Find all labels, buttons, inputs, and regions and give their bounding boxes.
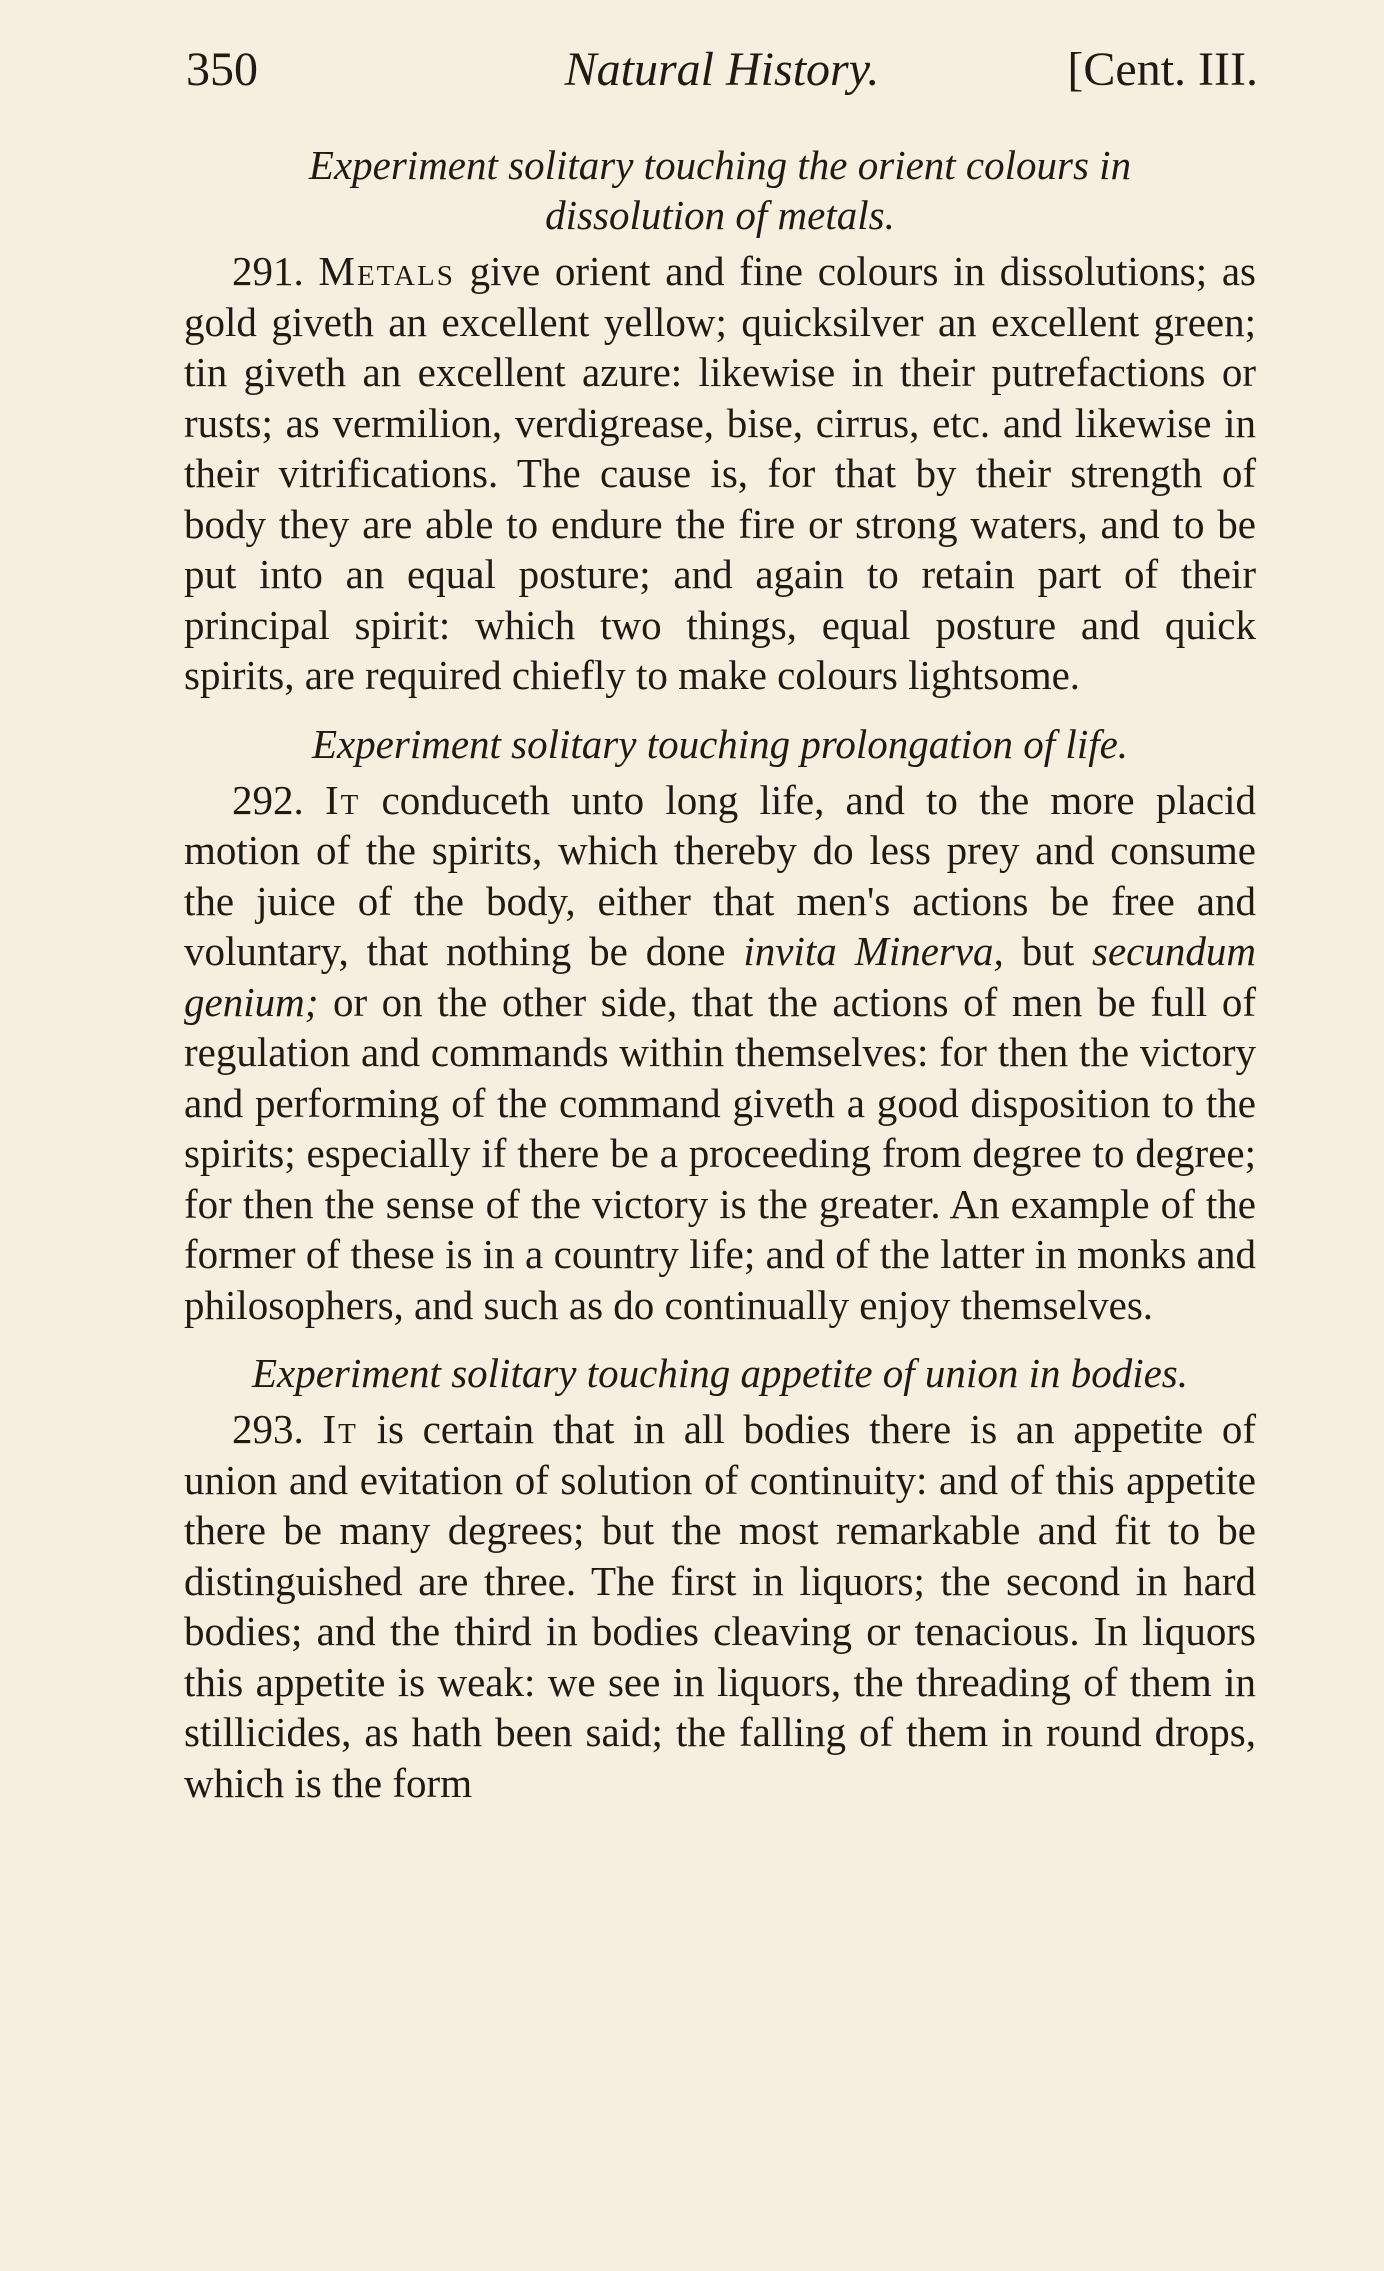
paragraph-text: give orient and fine colours in dissolutions; as gold giveth an excellent yellow; quicksilver an excellent green; tin giveth an excellent azure: likewise in their putrefactions or rusts; as vermilion, verdigrease, bise, cirrus, etc. and likewise in their vitrifications. The cause is, for that by their strength of body they are able to endure the fire or strong waters, and to be put into an equal posture; and again to retain part of their principal spirit: which two things, equal posture and quick spirits, are required chiefly to make colours lightsome. [184, 248, 1257, 698]
section-reference: [Cent. III. [1067, 43, 1258, 96]
paragraph-text: is certain that in all bodies there is an appetite of union and evitation of solution of continuity: and of this appetite there be many degrees; but the most remarkable and fit to be distinguished are three. The first in liquors; the second in hard bodies; and the third in bodies cleaving or tenacious. In liquors this appetite is weak: we see in liquors, the threading of them in stillicides, as hath been said; the falling of them in round drops, which is the form [184, 1406, 1256, 1806]
paragraph-text: or on the other side, that the actions of men be full of regulation and commands within themselves: for then the victory and performing of the command giveth a good disposition to the spirits; especially if there be a proceeding from degree to degree; for then the sense of the victory is the greater. An example of the former of these is in a country life; and of the latter in monks and philosophers, and such as do continually enjoy themselves. [184, 978, 1256, 1328]
section-heading: Experiment solitary touching appetite of union in bodies. [251, 1350, 1189, 1396]
lead-word: Metals [318, 248, 455, 294]
section-heading: Experiment solitary touching prolongation of life. [311, 720, 1129, 767]
paragraph-293 [184, 1404, 1256, 1808]
page-header [186, 40, 1258, 100]
latin-phrase: invita Minerva, [743, 928, 1004, 974]
running-title: Natural History. [564, 43, 880, 96]
paragraph-number: 291. [232, 248, 304, 294]
paragraph-text: conduceth unto long life, and to the more placid motion of the spirits, which thereby do less prey and consume the juice of the body, either that men's actions be free and voluntary, that nothing be done [184, 776, 1257, 974]
paragraph-291 [184, 246, 1256, 701]
lead-word: It [322, 1406, 358, 1452]
paragraph-number: 293. [232, 1406, 304, 1452]
latin-phrase: secundum genium; [184, 928, 1256, 1025]
lead-word: It [324, 776, 361, 823]
paragraph-number: 292. [232, 776, 304, 823]
section-heading: Experiment solitary touching the orient colours in dissolution of metals. [308, 142, 1132, 238]
page-number: 350 [186, 43, 258, 96]
paragraph-text: but [1003, 928, 1093, 974]
page-body [184, 140, 1256, 1808]
paragraph-292 [184, 775, 1256, 1331]
